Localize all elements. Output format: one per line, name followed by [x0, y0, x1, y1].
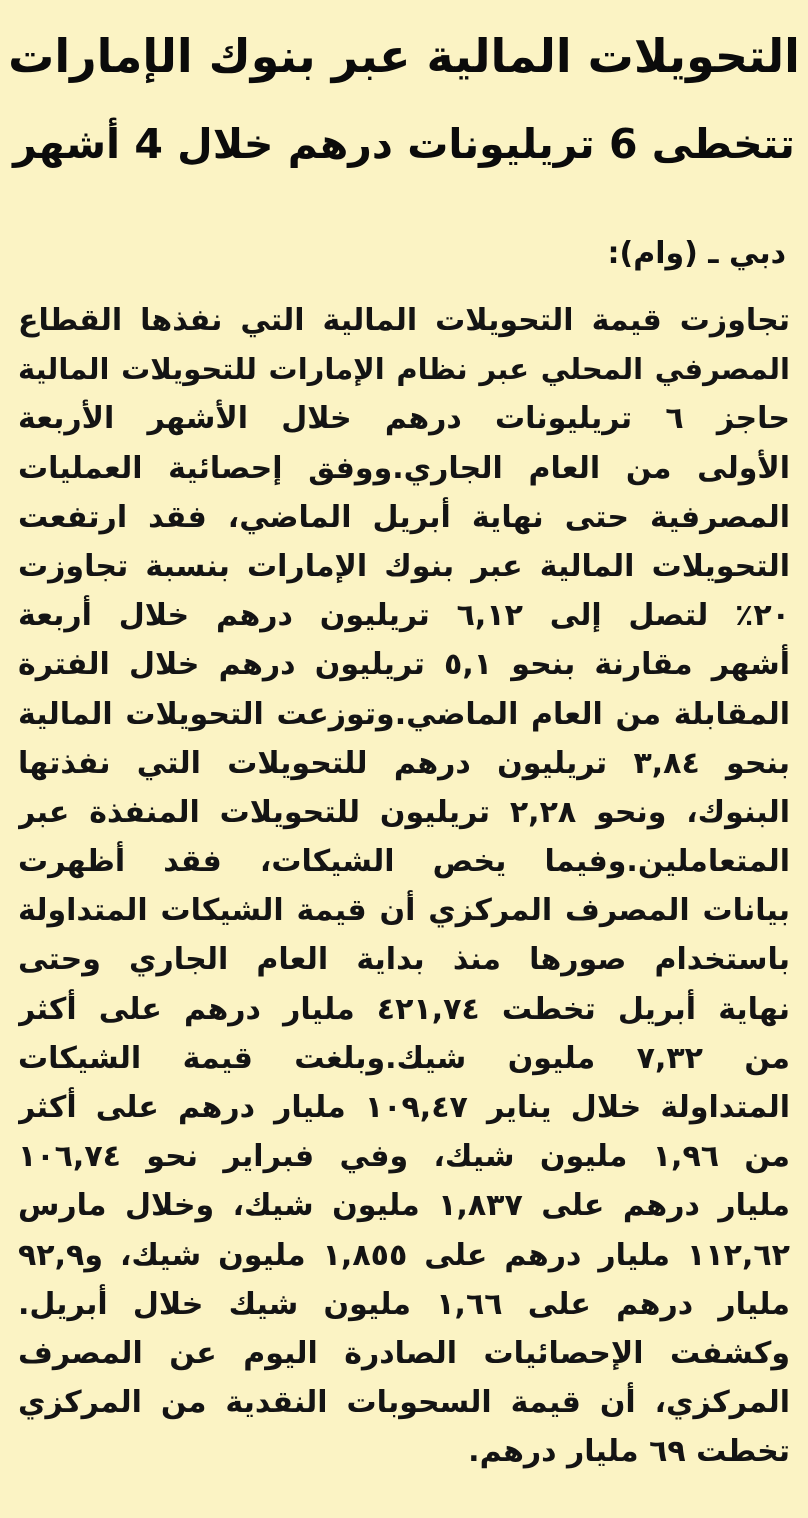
article-line: بيانات المصرف المركزي أن قيمة الشيكات المتداولة [18, 893, 790, 929]
article-line: المصرفي المحلي عبر نظام الإمارات للتحويلات المالية [18, 352, 790, 387]
headline [8, 12, 800, 188]
article-line: ١١٢,٦٢ مليار درهم على ١,٨٥٥ مليون شيك، و٩٢,٩ [18, 1237, 790, 1273]
article-line: مليار درهم على ١,٦٦ مليون شيك خلال أبريل. [18, 1286, 790, 1322]
article-line: الأولى من العام الجاري.ووفق إحصائية العمليات [18, 450, 790, 486]
article-line: المتداولة خلال يناير ١٠٩,٤٧ مليار درهم على أكثر [18, 1090, 790, 1125]
article-line: المتعاملين.وفيما يخص الشيكات، فقد أظهرت [18, 844, 790, 880]
article-line: أشهر مقارنة بنحو ٥,١ تريليون درهم خلال الفترة [18, 647, 790, 683]
article-line: من ١,٩٦ مليون شيك، وفي فبراير نحو ١٠٦,٧٤ [18, 1139, 790, 1175]
article-line: التحويلات المالية عبر بنوك الإمارات بنسبة تجاوزت [18, 548, 790, 584]
dateline: دبي ـ (وام): [607, 236, 786, 271]
article-line: بنحو ٣,٨٤ تريليون درهم للتحويلات التي نفذتها [18, 745, 790, 781]
article-line: تجاوزت قيمة التحويلات المالية التي نفذها القطاع [18, 303, 790, 338]
article-line: نهاية أبريل تخطت ٤٢١,٧٤ مليار درهم على أكثر [18, 991, 790, 1027]
article-line: المصرفية حتى نهاية أبريل الماضي، فقد ارتفعت [18, 499, 790, 535]
article-line: حاجز ٦ تريليونات درهم خلال الأشهر الأربعة [18, 401, 790, 437]
headline-line-1: التحويلات المالية عبر بنوك الإمارات [8, 29, 800, 83]
article-line: ٢٠٪ لتصل إلى ٦,١٢ تريليون درهم خلال أربعة [18, 598, 790, 634]
article-line: البنوك، ونحو ٢,٢٨ تريليون للتحويلات المنفذة عبر [18, 794, 790, 830]
article-line: المقابلة من العام الماضي.وتوزعت التحويلات المالية [18, 696, 790, 732]
article-body [18, 296, 790, 1477]
article-line: مليار درهم على ١,٨٣٧ مليون شيك، وخلال مارس [18, 1188, 790, 1224]
article-line: باستخدام صورها منذ بداية العام الجاري وحتى [18, 942, 790, 978]
article-line-last: تخطت ٦٩ مليار درهم. [468, 1434, 790, 1470]
article-line: من ٧,٣٢ مليون شيك.وبلغت قيمة الشيكات [18, 1040, 790, 1076]
article-line: وكشفت الإحصائيات الصادرة اليوم عن المصرف [18, 1335, 790, 1371]
headline-line-2: تتخطى 6 تريليونات درهم خلال 4 أشهر [13, 120, 795, 168]
article-line: المركزي، أن قيمة السحوبات النقدية من المركزي [18, 1385, 790, 1421]
